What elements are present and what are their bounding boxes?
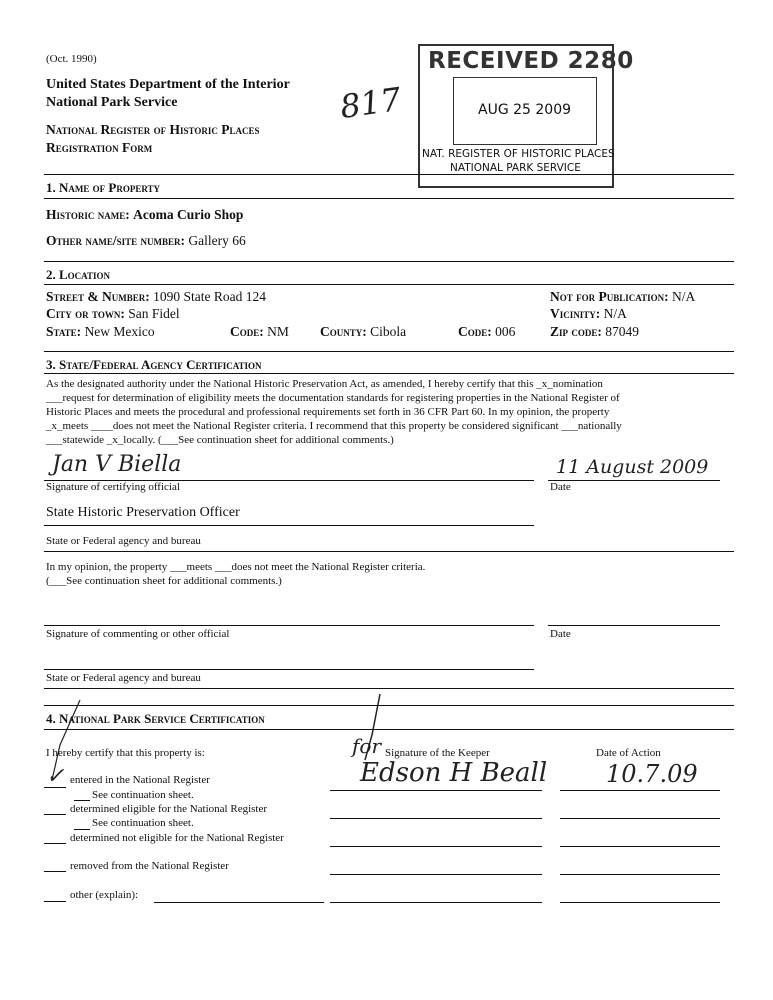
state-label: State: [46,324,82,339]
section3-title: 3. State/Federal Agency Certification [46,357,262,372]
county-code-value: 006 [495,324,516,339]
certifying-signature: Jan V Biella [52,452,182,477]
other-blank[interactable] [44,901,66,902]
street-value: 1090 State Road 124 [153,289,267,304]
city-label: City or town: [46,306,125,321]
agency-label2: State or Federal agency and bureau [46,672,201,684]
vicinity-value: N/A [603,306,627,321]
dept-line1: United States Department of the Interior [46,77,290,92]
stamp-line1: NAT. REGISTER OF HISTORIC PLACES [422,148,615,160]
certifying-date: 11 August 2009 [556,456,709,478]
action-date: 10.7.09 [606,760,698,788]
county-label: County: [320,324,367,339]
opinion-line1: In my opinion, the property ___meets ___does not meet the National Register criteria. [46,561,426,573]
section1-title: 1. Name of Property [46,180,161,195]
cert-para-line4: _x_meets ____does not meet the National Register criteria. I recommend that this property be considered significant ___nationally [46,420,622,432]
eligible-sig-line [330,818,542,819]
option-eligible-continuation: See continuation sheet. [92,817,194,829]
stamp-date: AUG 25 2009 [478,102,572,118]
option-not-eligible: determined not eligible for the National Register [70,832,284,844]
option-entered: entered in the National Register [70,774,210,786]
cert-para-line3: Historic Places and meets the procedural and professional requirements set forth in 36 CFR Part 60. In my opinion, the property [46,406,610,418]
not-eligible-sig-line [330,846,542,847]
entered-date-line [560,790,720,791]
keeper-label: Signature of the Keeper [385,747,490,759]
handwritten-number: 817 [337,79,404,127]
stamp-line2: NATIONAL PARK SERVICE [450,162,581,174]
opinion-line2: (___See continuation sheet for additional comments.) [46,575,282,587]
certify-text: I hereby certify that this property is: [46,747,205,759]
option-entered-continuation: See continuation sheet. [92,789,194,801]
eligible-blank[interactable] [44,814,66,815]
nfp-value: N/A [671,289,696,304]
other-name-label: Other name/site number: [46,233,186,248]
cert-para-line5: ___statewide _x_locally. (___See continuation sheet for additional comments.) [46,434,394,446]
not-eligible-blank[interactable] [44,843,66,844]
other-explain-line[interactable] [154,902,324,903]
county-code-label: Code: [458,324,492,339]
entered-continuation-blank[interactable] [74,800,90,801]
cert-sig-label: Signature of certifying official [46,481,180,493]
comment-sig-label: Signature of commenting or other official [46,628,230,640]
option-removed: removed from the National Register [70,860,229,872]
zip-label: Zip code: [550,324,602,339]
other-date-line [560,902,720,903]
keeper-for: for [352,734,382,758]
form-date: (Oct. 1990) [46,53,97,65]
county-value: Cibola [370,324,407,339]
removed-sig-line [330,874,542,875]
nfp-label: Not for Publication: [550,289,669,304]
cert-para-line1: As the designated authority under the National Historic Preservation Act, as amended, I hereby certify that this _x_nomination [46,378,603,390]
zip-value: 87049 [605,324,640,339]
form-title2: Registration Form [46,140,153,155]
not-eligible-date-line [560,846,720,847]
state-value: New Mexico [84,324,155,339]
removed-blank[interactable] [44,871,66,872]
state-code-label: Code: [230,324,264,339]
agency-label: State or Federal agency and bureau [46,535,201,547]
comment-date-label: Date [550,628,571,640]
option-eligible: determined eligible for the National Register [70,803,268,815]
keeper-signature: Edson H Beall [360,758,548,788]
other-sig-line [330,902,542,903]
entered-sig-line [330,790,542,791]
form-title1: National Register of Historic Places [46,122,260,137]
street-label: Street & Number: [46,289,150,304]
cert-date-label: Date [550,481,571,493]
section4-title: 4. National Park Service Certification [46,711,265,726]
vicinity-label: Vicinity: [550,306,601,321]
option-other: other (explain): [70,889,139,901]
dept-line2: National Park Service [46,95,178,110]
officer-title: State Historic Preservation Officer [46,505,240,520]
eligible-continuation-blank[interactable] [74,829,90,830]
eligible-date-line [560,818,720,819]
entered-blank[interactable] [44,787,66,788]
city-value: San Fidel [128,306,180,321]
action-label: Date of Action [596,747,661,759]
cert-para-line2: ___request for determination of eligibility meets the documentation standards for registering properties in the National Register of [46,392,620,404]
historic-name-value: Acoma Curio Shop [133,207,244,222]
state-code-value: NM [267,324,289,339]
entered-check-mark: ✓ [46,764,65,789]
section2-title: 2. Location [46,267,111,282]
historic-name-label: Historic name: [46,207,130,222]
removed-date-line [560,874,720,875]
other-name-value: Gallery 66 [188,233,246,248]
stamp-received: RECEIVED 2280 [428,48,634,74]
